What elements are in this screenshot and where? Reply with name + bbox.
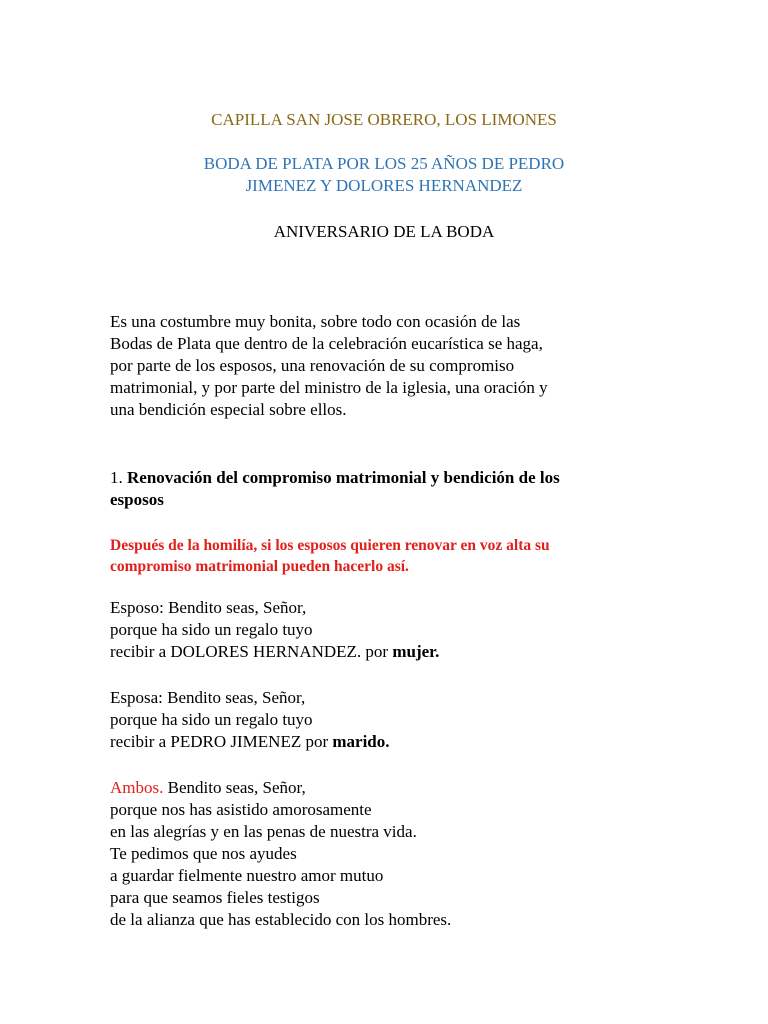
esposo-line-3-text: recibir a DOLORES HERNANDEZ. por <box>110 642 393 661</box>
section-title-line-1: Renovación del compromiso matrimonial y bendición de los <box>127 468 560 487</box>
esposo-line-3-bold: mujer. <box>392 642 440 661</box>
esposo-line-3 <box>110 641 670 663</box>
section-title-line-2: esposos <box>110 490 164 509</box>
ambos-line-1-text: Bendito seas, Señor, <box>163 778 306 797</box>
intro-line: matrimonial, y por parte del ministro de la iglesia, una oración y <box>110 378 548 397</box>
esposa-line-3 <box>110 731 670 753</box>
esposa-line-3-bold: marido. <box>332 732 390 751</box>
esposa-line-3-text: recibir a PEDRO JIMENEZ por <box>110 732 333 751</box>
esposo-verse <box>110 597 670 663</box>
esposo-line-2: porque ha sido un regalo tuyo <box>110 620 313 639</box>
ambos-line: de la alianza que has establecido con los hombres. <box>110 910 452 929</box>
subtitle-line-1: BODA DE PLATA POR LOS 25 AÑOS DE PEDRO <box>203 154 565 173</box>
esposa-line-1: Esposa: Bendito seas, Señor, <box>110 688 306 707</box>
ambos-label: Ambos. <box>110 778 164 797</box>
section-heading: ANIVERSARIO DE LA BODA <box>273 222 495 241</box>
chapel-heading: CAPILLA SAN JOSE OBRERO, LOS LIMONES <box>211 110 557 129</box>
intro-line: por parte de los esposos, una renovación de su compromiso <box>110 356 515 375</box>
esposo-line-1: Esposo: Bendito seas, Señor, <box>110 598 307 617</box>
ambos-line: para que seamos fieles testigos <box>110 888 320 907</box>
intro-line: una bendición especial sobre ellos. <box>110 400 347 419</box>
ambos-line: Te pedimos que nos ayudes <box>110 844 297 863</box>
rubric-line-2: compromiso matrimonial pueden hacerlo así. <box>110 558 409 575</box>
intro-line: Es una costumbre muy bonita, sobre todo con ocasión de las <box>110 312 521 331</box>
intro-paragraph <box>110 311 670 421</box>
section-number: 1. <box>110 468 123 487</box>
anniversary-subtitle <box>0 153 768 197</box>
rubric-note <box>110 535 670 577</box>
ambos-line-1 <box>110 777 670 799</box>
rubric-line-1: Después de la homilía, si los esposos quieren renovar en voz alta su <box>110 537 550 554</box>
subtitle-line-2: JIMENEZ Y DOLORES HERNANDEZ <box>245 176 523 195</box>
ambos-line: porque nos has asistido amorosamente <box>110 800 372 819</box>
esposa-verse <box>110 687 670 753</box>
ambos-line: a guardar fielmente nuestro amor mutuo <box>110 866 384 885</box>
esposa-line-2: porque ha sido un regalo tuyo <box>110 710 313 729</box>
intro-line: Bodas de Plata que dentro de la celebración eucarística se haga, <box>110 334 543 353</box>
ambos-line: en las alegrías y en las penas de nuestra vida. <box>110 822 417 841</box>
section-1-title <box>110 467 670 511</box>
ambos-verse <box>110 777 670 931</box>
